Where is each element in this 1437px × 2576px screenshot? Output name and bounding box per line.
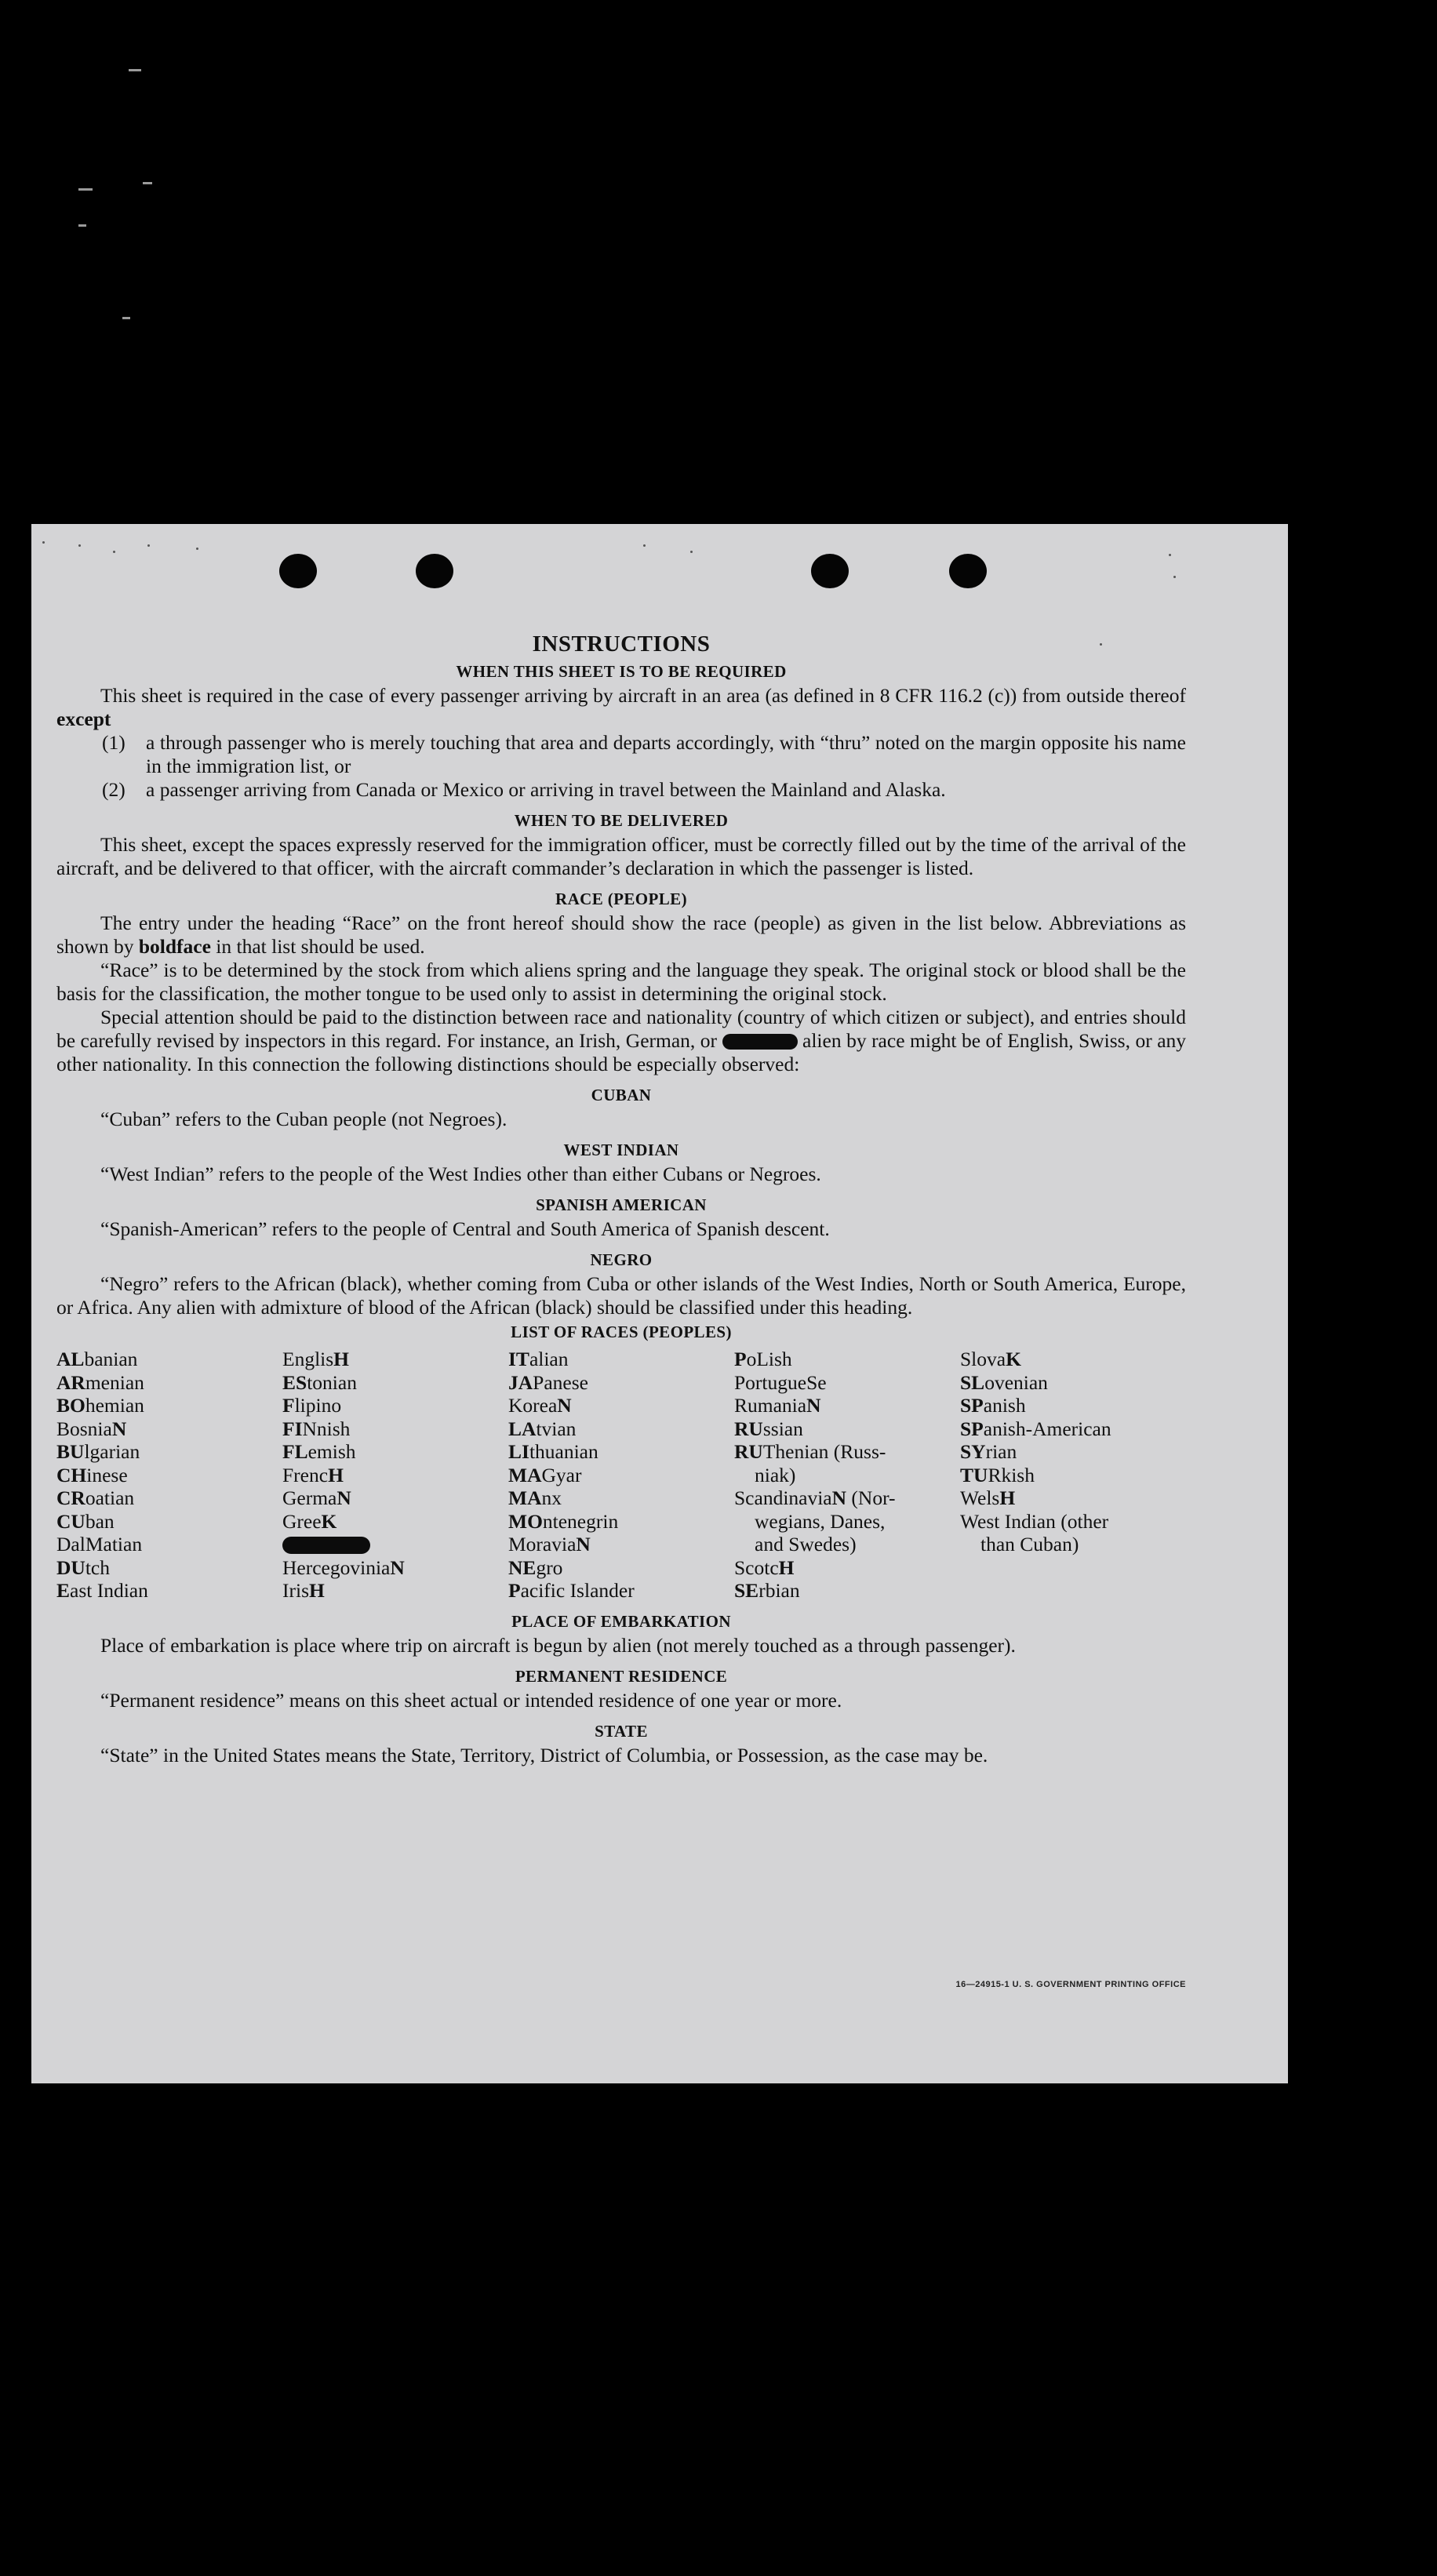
negro-paragraph: “Negro” refers to the African (black), whether coming from Cuba or other islands of the West Indies, North or South America, Europe, or Africa. Any alien with admixture of blood of the African (black) should be classified under this heading.: [56, 1272, 1186, 1319]
race-abbrev: SL: [960, 1370, 985, 1394]
required-intro-text: This sheet is required in the case of every passenger arriving by aircraft in an area (as defined in 8 CFR 116.2 (c)) from outside thereof: [100, 684, 1186, 707]
race-entry: [508, 1533, 734, 1556]
document-sheet: [31, 524, 1288, 2083]
race-abbrev: CU: [56, 1509, 85, 1533]
race-entry: [960, 1464, 1186, 1487]
race-abbrev: BU: [56, 1440, 85, 1463]
race-abbrev: TU: [960, 1463, 988, 1486]
race-name: ssian: [762, 1417, 803, 1440]
scan-speck: [143, 182, 152, 184]
race-abbrev: AL: [56, 1348, 85, 1370]
printing-office-code: 16—24915-1 U. S. GOVERNMENT PRINTING OFFICE: [955, 1980, 1186, 1989]
race-name: rbian: [759, 1579, 800, 1602]
race-name: thuanian: [529, 1440, 598, 1463]
race-name: Gree: [282, 1509, 322, 1533]
race-name-tail: (Nor-: [846, 1486, 896, 1509]
race-paragraph-2: “Race” is to be determined by the stock from which aliens spring and the language they speak. The original stock or blood shall be the basis for the classification, the mother tongue to be used only to assist in determining the original stock.: [56, 959, 1186, 1005]
race-paragraph-3: [56, 1006, 1186, 1076]
race-entry: [508, 1464, 734, 1487]
race-name: hemian: [85, 1394, 144, 1417]
race-name: Scotc: [734, 1555, 779, 1579]
race-name: tch: [85, 1555, 110, 1579]
race-entry: [56, 1394, 282, 1417]
race-name: Scandinavia: [734, 1486, 832, 1509]
race-name: emish: [307, 1440, 356, 1463]
race-abbrev: N: [390, 1555, 405, 1579]
race-name: Nnish: [302, 1417, 351, 1440]
scan-dot: [78, 544, 81, 547]
race-name: alian: [529, 1348, 569, 1370]
race-entry: [282, 1348, 508, 1371]
heading-permanent-residence: PERMANENT RESIDENCE: [515, 1666, 728, 1686]
race-entry: [282, 1440, 508, 1464]
race-abbrev: MA: [508, 1463, 542, 1486]
race-abbrev: E: [56, 1579, 71, 1602]
race-name: Englis: [282, 1348, 334, 1370]
scan-dot: [1169, 554, 1171, 556]
heading-when-delivered: WHEN TO BE DELIVERED: [514, 811, 729, 830]
heading-when-required: WHEN THIS SHEET IS TO BE REQUIRED: [456, 662, 787, 681]
race-abbrev: D: [56, 1533, 71, 1555]
race-abbrev: H: [333, 1348, 350, 1370]
west-indian-paragraph: “West Indian” refers to the people of the West Indies other than either Cubans or Negroes.: [100, 1162, 821, 1185]
race-name: Germa: [282, 1486, 337, 1509]
race-name: gro: [536, 1555, 563, 1579]
race-name: Iris: [282, 1579, 309, 1602]
heading-west-indian: WEST INDIAN: [563, 1141, 679, 1159]
race-name: Wels: [960, 1486, 1000, 1509]
race-name: Rumania: [734, 1394, 807, 1417]
race-entry: [56, 1510, 282, 1534]
race-abbrev: NE: [508, 1555, 537, 1579]
race-entry: [734, 1556, 960, 1580]
race-name: anish-American: [983, 1417, 1111, 1440]
scan-speck: [78, 224, 86, 227]
item-number: (2): [102, 778, 126, 801]
race-name: oLish: [746, 1348, 792, 1370]
race-name: Thenian (Russ-: [762, 1440, 886, 1463]
race-name: lgarian: [84, 1440, 140, 1463]
race-abbrev: N: [806, 1394, 821, 1417]
race-name: PortugueSe: [734, 1370, 827, 1394]
punch-hole: [811, 554, 849, 588]
required-paragraph: [56, 684, 1186, 731]
race-list: [56, 1348, 1186, 1603]
scan-dot: [690, 551, 693, 553]
race-name: atian: [103, 1533, 143, 1555]
race-entry: [282, 1510, 508, 1534]
redaction-mark: [282, 1537, 370, 1554]
item-text: a passenger arriving from Canada or Mexico or arriving in travel between the Mainland and Alaska.: [146, 778, 946, 801]
race-name: tvian: [536, 1417, 577, 1440]
race-abbrev: BO: [56, 1394, 85, 1417]
race-name: Hercegovinia: [282, 1555, 391, 1579]
race-p1-tail: in that list should be used.: [216, 935, 425, 958]
race-entry: [508, 1579, 734, 1603]
race-p1-bold: boldface: [138, 935, 211, 958]
race-name: Gyar: [541, 1463, 582, 1486]
embarkation-paragraph: Place of embarkation is place where trip on aircraft is begun by alien (not merely touched as a through passenger).: [100, 1633, 1016, 1657]
race-abbrev: N: [111, 1417, 127, 1440]
race-abbrev: AR: [56, 1370, 85, 1394]
race-name: Slova: [960, 1348, 1006, 1370]
race-name: wegians, Danes,: [755, 1509, 886, 1533]
heading-race: RACE (PEOPLE): [555, 890, 687, 908]
race-abbrev: FI: [282, 1417, 303, 1440]
race-name: nx: [541, 1486, 562, 1509]
race-name: Panese: [533, 1370, 588, 1394]
race-name: ban: [85, 1509, 115, 1533]
race-entry: [282, 1486, 508, 1510]
race-abbrev: H: [999, 1486, 1016, 1509]
race-entry: [56, 1348, 282, 1371]
cuban-paragraph: “Cuban” refers to the Cuban people (not Negroes).: [100, 1108, 507, 1130]
race-entry: [960, 1394, 1186, 1417]
scan-dot: [196, 548, 198, 550]
race-abbrev: F: [282, 1394, 295, 1417]
heading-negro: NEGRO: [590, 1250, 653, 1269]
race-abbrev: MO: [508, 1509, 543, 1533]
race-abbrev: JA: [508, 1370, 533, 1394]
scan-dot: [1173, 576, 1176, 578]
race-entry: [734, 1464, 960, 1487]
race-entry: [960, 1486, 1186, 1510]
race-p3-text: Special attention should be paid to the distinction between race and nationality (country of which citizen or subject), and entries should be carefully revised by inspectors in this regard. For instance, an Irish, German, or: [56, 1006, 1186, 1052]
punch-hole: [416, 554, 453, 588]
race-abbrev: RU: [734, 1417, 763, 1440]
race-name: Rkish: [988, 1463, 1035, 1486]
race-name: banian: [84, 1348, 138, 1370]
race-name: niak): [755, 1463, 796, 1486]
race-abbrev: SP: [960, 1417, 984, 1440]
required-item-1: [102, 731, 1186, 778]
race-abbrev: N: [337, 1486, 351, 1509]
race-entry: [282, 1579, 508, 1603]
race-abbrev: RU: [734, 1440, 763, 1463]
race-abbrev: CH: [56, 1463, 87, 1486]
race-entry: [282, 1371, 508, 1395]
race-entry: [282, 1464, 508, 1487]
required-item-2: [102, 778, 1186, 802]
race-entry: [508, 1348, 734, 1371]
heading-spanish-american: SPANISH AMERICAN: [536, 1195, 707, 1214]
race-column-1: [56, 1348, 282, 1603]
race-p3-tail: alien by race might be of English, Swiss, or any other nationality. In this connection the following distinctions should be especially observed:: [56, 1029, 1187, 1075]
redaction-mark: [722, 1034, 798, 1050]
race-abbrev: LA: [508, 1417, 537, 1440]
race-entry: [56, 1486, 282, 1510]
race-entry: [282, 1417, 508, 1441]
race-entry: [734, 1533, 960, 1556]
heading-list-of-races: LIST OF RACES (PEOPLES): [511, 1323, 732, 1341]
scan-dot: [643, 544, 646, 547]
race-abbrev: H: [309, 1579, 325, 1602]
heading-place-of-embarkation: PLACE OF EMBARKATION: [511, 1611, 731, 1631]
item-number: (1): [102, 731, 126, 754]
race-p1-text: The entry under the heading “Race” on the front hereof should show the race (people) as given in the list below. Abbreviations as shown by: [56, 911, 1186, 958]
race-paragraph-1: [56, 911, 1186, 959]
race-name: inese: [86, 1463, 128, 1486]
race-name: ovenian: [984, 1370, 1048, 1394]
spanish-american-paragraph: “Spanish-American” refers to the people of Central and South America of Spanish descent.: [100, 1217, 830, 1240]
race-entry: [960, 1371, 1186, 1395]
race-entry: [56, 1556, 282, 1580]
race-name: anish: [983, 1394, 1026, 1417]
race-entry: [734, 1510, 960, 1534]
race-abbrev: N: [576, 1533, 591, 1555]
instructions-body: [56, 631, 1186, 1767]
race-abbrev: ES: [282, 1370, 307, 1394]
punch-hole: [949, 554, 987, 588]
race-abbrev: IT: [508, 1348, 529, 1370]
race-entry: [960, 1533, 1186, 1556]
race-name: tonian: [307, 1370, 357, 1394]
heading-state: STATE: [595, 1721, 648, 1741]
race-entry: [508, 1556, 734, 1580]
race-entry: [734, 1394, 960, 1417]
race-entry: [508, 1510, 734, 1534]
race-abbrev: H: [328, 1463, 344, 1486]
race-abbrev: N: [831, 1486, 847, 1509]
race-column-5: [960, 1348, 1186, 1603]
race-abbrev: K: [321, 1509, 337, 1533]
scan-dot: [42, 541, 45, 544]
race-entry: [960, 1440, 1186, 1464]
race-abbrev: SP: [960, 1394, 984, 1417]
race-name: Frenc: [282, 1463, 329, 1486]
race-column-3: [508, 1348, 734, 1603]
race-name: menian: [85, 1370, 144, 1394]
race-name: and Swedes): [755, 1533, 857, 1555]
state-paragraph: “State” in the United States means the State, Territory, District of Columbia, or Possession, as the case may be.: [100, 1743, 988, 1766]
race-entry: [734, 1348, 960, 1371]
race-abbrev: P: [508, 1579, 521, 1602]
race-entry: [734, 1486, 960, 1510]
race-entry: [508, 1486, 734, 1510]
race-name: West Indian (other: [960, 1509, 1109, 1533]
race-abbrev: N: [557, 1394, 572, 1417]
race-entry: [734, 1371, 960, 1395]
race-name: ast Indian: [70, 1579, 148, 1602]
race-entry: [508, 1440, 734, 1464]
race-entry: [734, 1579, 960, 1603]
race-entry: [56, 1440, 282, 1464]
race-name: Moravia: [508, 1533, 577, 1555]
race-abbrev: FL: [282, 1440, 308, 1463]
race-entry: [734, 1417, 960, 1441]
race-name: oatian: [85, 1486, 135, 1509]
race-entry: [508, 1394, 734, 1417]
race-name: al: [71, 1533, 85, 1555]
punch-hole: [279, 554, 317, 588]
race-entry: [56, 1464, 282, 1487]
race-entry: [960, 1348, 1186, 1371]
race-entry: [960, 1510, 1186, 1534]
race-abbrev: SY: [960, 1440, 986, 1463]
race-entry: [734, 1440, 960, 1464]
required-except-bold: except: [56, 708, 111, 730]
race-entry: [56, 1417, 282, 1441]
race-abbrev: M: [85, 1533, 104, 1555]
race-abbrev: SE: [734, 1579, 759, 1602]
scan-dot: [147, 544, 150, 547]
race-entry: [56, 1533, 282, 1556]
scan-speck: [122, 317, 130, 319]
race-abbrev: CR: [56, 1486, 85, 1509]
race-entry: [960, 1417, 1186, 1441]
race-abbrev: P: [734, 1348, 747, 1370]
race-entry: [282, 1556, 508, 1580]
race-abbrev: H: [778, 1555, 795, 1579]
residence-paragraph: “Permanent residence” means on this sheet actual or intended residence of one year or more.: [100, 1688, 842, 1712]
race-column-2: [282, 1348, 508, 1603]
race-abbrev: DU: [56, 1555, 85, 1579]
race-entry: [282, 1394, 508, 1417]
scan-speck: [78, 188, 93, 191]
race-name: acific Islander: [520, 1579, 635, 1602]
race-abbrev: K: [1006, 1348, 1021, 1370]
item-text: a through passenger who is merely touching that area and departs accordingly, with “thru” noted on the margin opposite his name in the immigration list, or: [146, 731, 1186, 777]
race-abbrev: MA: [508, 1486, 542, 1509]
race-column-4: [734, 1348, 960, 1603]
race-name: than Cuban): [980, 1533, 1079, 1555]
delivered-paragraph: This sheet, except the spaces expressly reserved for the immigration officer, must be correctly filled out by the time of the arrival of the aircraft, and be delivered to that officer, with the aircraft commander’s declaration in which the passenger is listed.: [56, 833, 1186, 879]
race-name: rian: [985, 1440, 1017, 1463]
race-entry: [56, 1579, 282, 1603]
race-name: Korea: [508, 1394, 558, 1417]
race-abbrev: LI: [508, 1440, 529, 1463]
race-entry-redacted: [282, 1533, 508, 1556]
race-name: ntenegrin: [542, 1509, 619, 1533]
race-entry: [508, 1417, 734, 1441]
page-title: INSTRUCTIONS: [532, 631, 711, 657]
scan-dot: [113, 551, 115, 553]
race-name: Bosnia: [56, 1417, 112, 1440]
heading-cuban: CUBAN: [591, 1086, 652, 1104]
race-entry: [56, 1371, 282, 1395]
race-entry: [508, 1371, 734, 1395]
race-name: lipino: [294, 1394, 342, 1417]
scan-speck: [129, 69, 141, 71]
